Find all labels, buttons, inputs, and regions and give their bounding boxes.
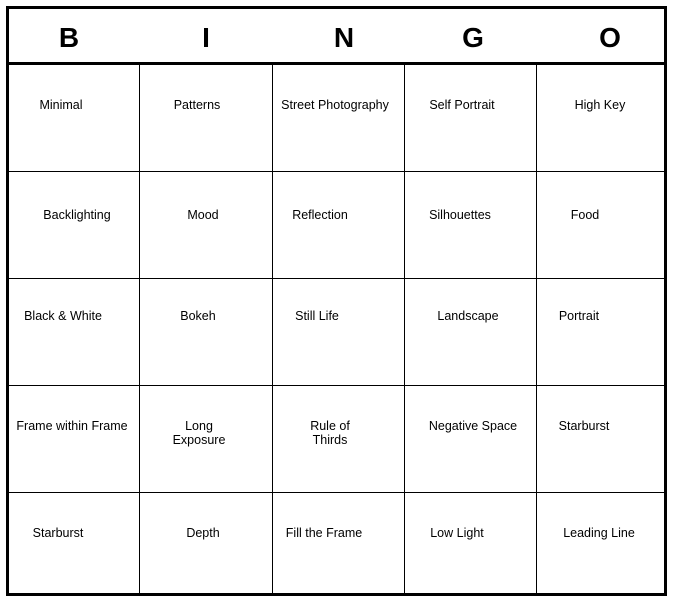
cell-label: Negative Space <box>428 419 518 433</box>
bingo-cell <box>405 65 537 172</box>
bingo-cell <box>405 279 537 386</box>
header-letter-g: G <box>462 22 484 53</box>
bingo-cell <box>140 386 273 493</box>
bingo-cell <box>405 386 537 493</box>
bingo-cell <box>140 279 273 386</box>
cell-label: Starburst <box>558 419 610 433</box>
bingo-cell <box>405 172 537 279</box>
bingo-cell <box>140 493 273 593</box>
bingo-card <box>6 6 667 596</box>
cell-label: Black & White <box>24 309 102 323</box>
cell-label: Depth <box>186 526 220 540</box>
cell-label: Backlighting <box>43 208 111 222</box>
bingo-cell <box>537 493 664 593</box>
bingo-cell <box>9 65 140 172</box>
bingo-cell <box>273 279 405 386</box>
cell-label: Starburst <box>32 526 84 540</box>
bingo-cell <box>9 279 140 386</box>
bingo-cell <box>537 172 664 279</box>
header-letter-i: I <box>202 22 210 53</box>
bingo-cell <box>273 172 405 279</box>
bingo-cell <box>537 279 664 386</box>
cell-label: Landscape <box>437 309 499 323</box>
cell-label: Long Exposure <box>172 419 226 447</box>
cell-label: Self Portrait <box>429 98 495 112</box>
bingo-cell <box>9 493 140 593</box>
cell-label: Minimal <box>39 98 83 112</box>
bingo-cell <box>537 386 664 493</box>
cell-label: Mood <box>187 208 219 222</box>
bingo-cell <box>273 386 405 493</box>
bingo-cell <box>140 65 273 172</box>
cell-label: High Key <box>574 98 626 112</box>
header-letter-o: O <box>599 22 621 53</box>
header-letter-n: N <box>333 22 355 53</box>
cell-label: Portrait <box>558 309 600 323</box>
header-letter-b: B <box>58 22 80 53</box>
cell-label: Leading Line <box>563 526 635 540</box>
cell-label: Still Life <box>295 309 339 323</box>
bingo-cell <box>537 65 664 172</box>
bingo-cell <box>273 493 405 593</box>
cell-label: Bokeh <box>180 309 216 323</box>
cell-label: Patterns <box>173 98 221 112</box>
bingo-header <box>9 9 664 65</box>
bingo-cell <box>9 172 140 279</box>
bingo-cell <box>405 493 537 593</box>
cell-label: Rule of Thirds <box>310 419 350 447</box>
cell-label: Silhouettes <box>429 208 491 222</box>
bingo-cell <box>140 172 273 279</box>
cell-label: Street Photography <box>281 98 389 112</box>
cell-label: Food <box>570 208 600 222</box>
bingo-cell <box>9 386 140 493</box>
bingo-cell <box>273 65 405 172</box>
cell-label: Reflection <box>292 208 348 222</box>
cell-label: Fill the Frame <box>285 526 363 540</box>
cell-label: Low Light <box>430 526 484 540</box>
bingo-grid <box>9 65 664 593</box>
cell-label: Frame within Frame <box>16 419 128 433</box>
